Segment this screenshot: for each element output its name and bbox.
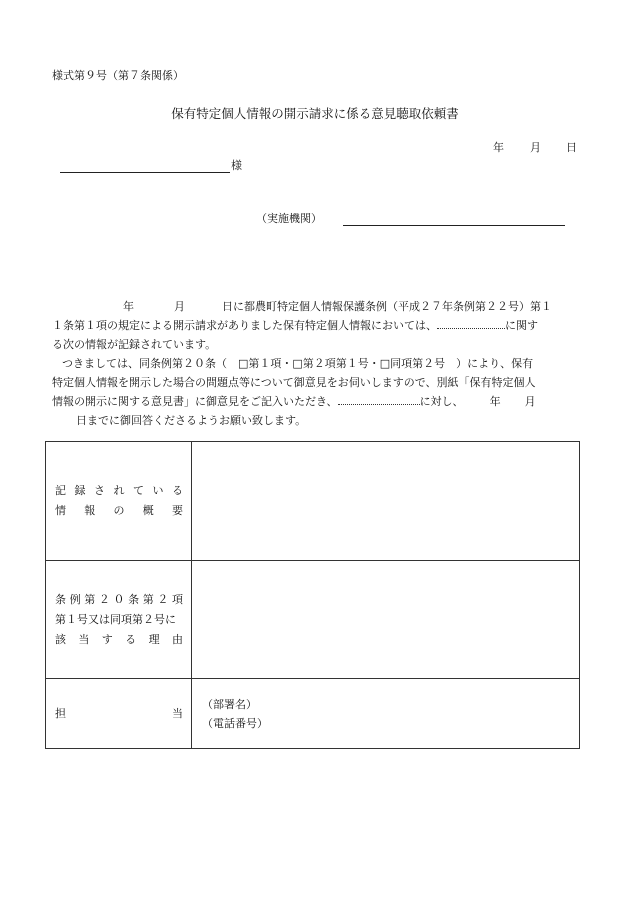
body-line-4: つきましては、同条例第２０条（ □第１項・□第２項第１号・□同項第２号 ）により、保有 [62, 357, 534, 370]
table-row [46, 679, 580, 749]
table-row [46, 561, 580, 679]
body-line-6-mid: に対し、 [419, 395, 464, 408]
label-person-in-charge: 担 当 [46, 679, 192, 749]
body-line-2: １条第１項の規定による開示請求がありました保有特定個人情報においては、 [52, 319, 437, 332]
body-line-5: 特定個人情報を開示した場合の問題点等について御意見をお伺いしますので、別紙「保有特定個人 [52, 376, 536, 389]
contact-field[interactable] [192, 679, 580, 749]
table-row [46, 442, 580, 561]
date-month: 月 [530, 141, 541, 154]
blank-field-2 [338, 394, 420, 405]
agency-line [343, 225, 565, 226]
reason-field[interactable] [192, 561, 580, 679]
date-year: 年 [493, 141, 504, 154]
addressee-line [60, 172, 230, 173]
label-recorded-info: 記 録 さ れ て い る 情 報 の 概 要 [46, 442, 192, 561]
body-year: 年 [123, 300, 134, 313]
body-month: 月 [174, 300, 185, 313]
blank-field-1 [437, 318, 505, 329]
agency-label: （実施機関） [256, 212, 322, 225]
addressee-suffix: 様 [231, 159, 242, 172]
body-line-2-end: に関す [505, 319, 538, 332]
document-title: 保有特定個人情報の開示請求に係る意見聴取依頼書 [171, 106, 459, 121]
department-label: （部署名） [202, 697, 257, 711]
body-line-1: 日に都農町特定個人情報保護条例（平成２７年条例第２２号）第１ [222, 300, 552, 313]
phone-label: （電話番号） [202, 716, 268, 730]
body-line-3: る次の情報が記録されています。 [52, 338, 217, 351]
date-day: 日 [566, 141, 577, 154]
label-reason: 条 例 第 ２ ０ 条 第 ２ 項 第１号又は同項第２号に 該 当 す る 理 由 [46, 561, 192, 679]
form-number: 様式第９号（第７条関係） [52, 69, 184, 82]
body-paragraph [52, 297, 578, 427]
body-line-7: 日までに御回答くださるようお願い致します。 [76, 414, 307, 427]
body-line-6: 情報の開示に関する意見書」に御意見をご記入いただき、 [52, 395, 338, 408]
info-table [45, 441, 580, 749]
reply-month: 月 [524, 395, 536, 408]
reply-year: 年 [489, 395, 501, 408]
recorded-info-field[interactable] [192, 442, 580, 561]
